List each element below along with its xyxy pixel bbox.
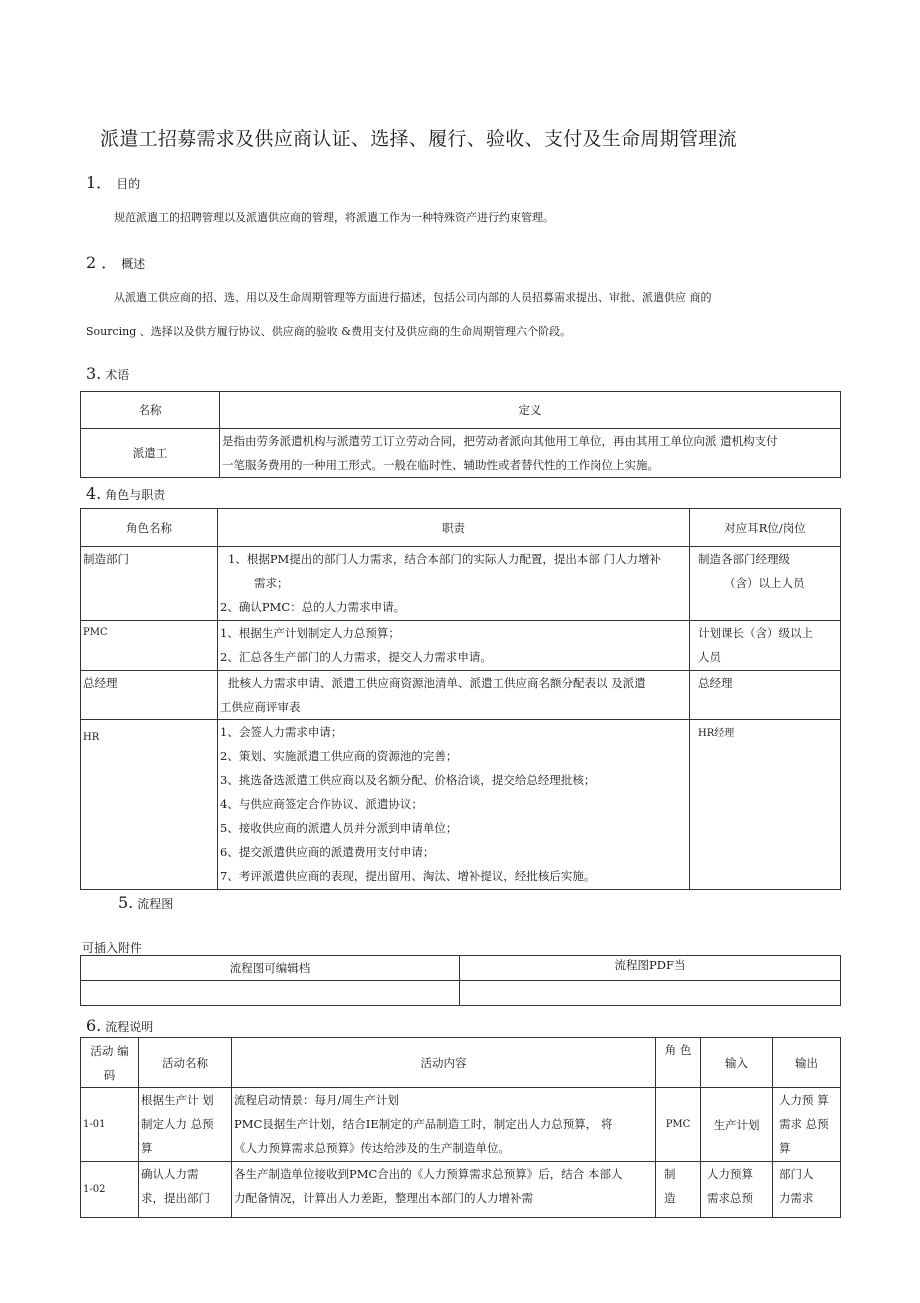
name-line: 制定人力 总预 [141,1117,214,1131]
definition-line: 一笔服务费用的一种用工形式。一般在临时性、辅助性或者替代性的工作岗位上实施。 [222,458,659,472]
activity-name [139,1088,232,1162]
duty-line: 1、会签人力需求申请； [220,725,343,739]
output-line: 人力预 算 [779,1093,829,1107]
section-2-heading [86,250,145,273]
role-name: HR [81,720,218,890]
activity-code: 1-02 [81,1162,139,1218]
activity-output [773,1162,841,1218]
role-duties [218,547,690,621]
role-post [690,671,841,720]
header-line: 码 [103,1067,116,1082]
section-number: 5. [118,893,134,912]
table-row [81,1162,841,1218]
post-line: 制造各部门经理级 [698,552,790,566]
section-title: 术语 [105,368,130,382]
table-row [81,1088,841,1162]
activity-input [701,1162,773,1218]
activity-role: PMC [656,1088,701,1162]
section-title: 角色与职责 [105,488,166,502]
section-1-heading [86,170,140,193]
flowchart-attachment-table [80,955,841,1006]
roles-header-role: 角色名称 [81,509,218,547]
process-header-content: 活动内容 [232,1038,656,1088]
attachment-label: 可插入附件 [82,941,143,955]
duty-line: 2、汇总各生产部门的人力需求，提交人力需求申请。 [220,650,492,664]
page-title: 派遣工招募需求及供应商认证、选择、履行、验收、支付及生命周期管理流 [100,128,737,150]
content-line: 流程启动情景：每月/周生产计划 [234,1093,399,1107]
section-title: 流程说明 [105,1020,154,1034]
role-name: PMC [81,621,218,671]
role-line: 造 [664,1191,676,1205]
section-number: 6. [86,1016,102,1035]
duty-line: 2、确认PMC：总的人力需求申请。 [220,600,406,614]
section-number: 3. [86,364,102,383]
editable-flowchart-header: 流程图可编辑档 [81,956,460,981]
role-post [690,720,841,890]
pdf-flowchart-header: 流程图PDF当 [460,956,841,981]
process-header-input: 输入 [701,1038,773,1088]
activity-code: 1-01 [81,1088,139,1162]
section-number: 4. [86,484,102,503]
duty-line: 工供应商评审表 [220,700,301,714]
section-3-heading [86,364,129,383]
content-line: PMC艮据生产计划，结合IE制定的产品制造工时，制定出人力总预算， 将 [234,1117,613,1131]
input-line: 需求总预 [707,1191,753,1205]
terms-header-definition: 定义 [220,392,841,429]
role-post [690,621,841,671]
pdf-flowchart-attachment-slot[interactable] [460,981,841,1006]
process-table [80,1037,841,1218]
section-4-heading [86,484,165,503]
role-duties [218,621,690,671]
role-line: 制 [664,1167,676,1181]
role-name: 制造部门 [81,547,218,621]
process-header-code [81,1038,139,1088]
overview-line-1: 从派遣工供应商的招、选、用以及生命周期管理等方面进行描述，包括公司内部的人员招募需求提出、审批、派遣供应 商的 [114,291,712,304]
activity-name [139,1162,232,1218]
roles-table [80,508,841,890]
content-line: 力配备情况，计算出人力差距，整理出本部门的人力增补需 [234,1191,533,1205]
post-line: HR经理 [698,728,735,739]
post-line: （含）以上人员 [724,576,805,590]
roles-header-post: 对应耳R位/岗位 [690,509,841,547]
table-row [81,621,841,671]
term-definition [220,429,841,478]
duty-line: 1、根据生产计划制定人力总预算； [220,626,400,640]
definition-line: 是指由劳务派遣机构与派遣劳工订立劳动合同，把劳动者派向其他用工单位，再由其用工单位向派 遣机构支付 [222,434,778,448]
role-duties [218,720,690,890]
activity-input: 生产计划 [701,1088,773,1162]
name-line: 求，提出部门 [141,1191,210,1205]
duty-line: 4、与供应商签定合作协议、派遣协议； [220,797,423,811]
activity-content [232,1162,656,1218]
content-line: 各生产制造单位接收到PMC合出的《人力预算需求总预算》后，结合 本部人 [234,1167,623,1181]
duty-line: 批核人力需求申请、派遣工供应商资源池清单、派遣工供应商名额分配表以 及派遣 [228,676,646,690]
duty-line: 6、提交派遣供应商的派遣费用支付申请； [220,845,435,859]
section-title: 概述 [121,257,146,271]
duty-line: 5、接收供应商的派遣人员并分派到申请单位； [220,821,458,835]
term-name: 派遣工 [81,429,220,478]
output-line: 算 [779,1141,791,1155]
overview-line-2: Sourcing 、选择以及供方履行协议、供应商的验收 &费用支付及供应商的生命周期管理六个阶段。 [86,325,572,338]
table-row [81,671,841,720]
section-number: 1． [86,173,113,192]
activity-output [773,1088,841,1162]
purpose-text: 规范派遣工的招聘管理以及派遣供应商的管理，将派遣工作为一种特殊资产进行约束管理。 [114,211,554,224]
section-6-heading [86,1016,153,1035]
process-header-name: 活动名称 [139,1038,232,1088]
post-line: 人员 [698,650,721,664]
section-5-heading [118,893,173,912]
table-row [81,547,841,621]
duty-line: 2、策划、实施派遣工供应商的资源池的完善； [220,749,458,763]
section-title: 流程图 [137,897,174,911]
name-line: 算 [141,1141,153,1155]
duty-line: 3、挑选备选派遣工供应商以及名额分配、价格洽谈，提交给总经理批核； [220,773,596,787]
terms-header-name: 名称 [81,392,220,429]
process-header-output: 输出 [773,1038,841,1088]
editable-flowchart-attachment-slot[interactable] [81,981,460,1006]
input-line: 人力预算 [707,1167,753,1181]
name-line: 确认人力需 [141,1167,199,1181]
terms-table [80,391,841,478]
process-header-role: 角 色 [656,1038,701,1088]
output-line: 部门人 [779,1167,814,1181]
section-title: 目的 [116,177,141,191]
duty-line: 7、考评派遣供应商的表现，提出留用、淘汰、增补提议，经批核后实施。 [220,869,596,883]
post-line: 总经理 [698,676,733,690]
activity-role [656,1162,701,1218]
role-post [690,547,841,621]
output-line: 需求 总预 [779,1117,829,1131]
duty-line: 1、根据PM提出的部门人力需求，结合本部门的实际人力配置，提出本部 门人力增补 [228,552,661,566]
duty-line: 需求； [254,576,289,590]
post-line: 计划课长（含）级以上 [698,626,813,640]
output-line: 力需求 [779,1191,814,1205]
role-duties [218,671,690,720]
roles-header-duty: 职责 [218,509,690,547]
table-row [81,720,841,890]
header-line: 活动 编 [90,1043,129,1058]
name-line: 根据生产计 划 [141,1093,214,1107]
role-name: 总经理 [81,671,218,720]
activity-content [232,1088,656,1162]
content-line: 《人力预算需求总预算》传达给涉及的生产制造单位。 [234,1141,510,1155]
section-number: 2 ． [86,253,118,272]
